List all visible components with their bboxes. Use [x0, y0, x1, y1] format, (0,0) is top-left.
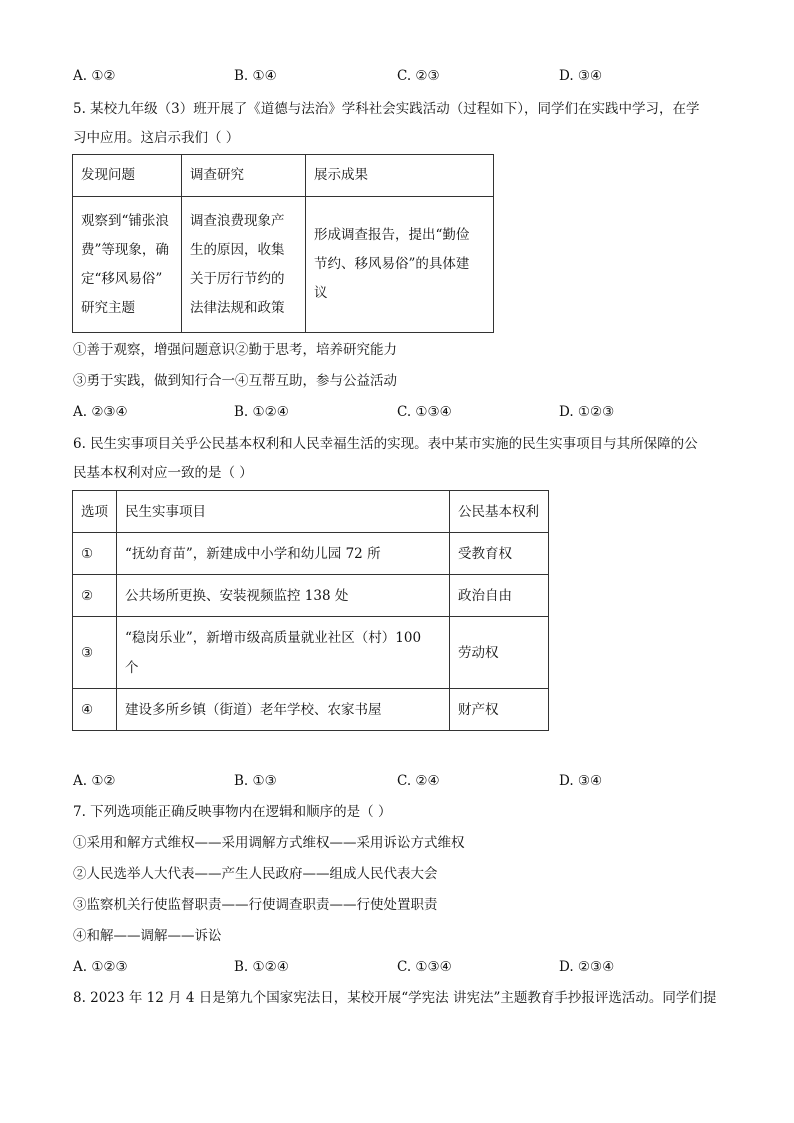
q7-stem: 7. 下列选项能正确反映事物内在逻辑和顺序的是（ ） — [73, 804, 392, 820]
q5-cell-line: 形成调查报告，提出“勤俭 — [314, 227, 470, 243]
q5-option-d[interactable]: D. ①②③ — [559, 404, 615, 420]
q5-statement-1: ①善于观察，增强问题意识②勤于思考，培养研究能力 — [73, 342, 397, 358]
q5-statement-2: ③勇于实践，做到知行合一④互帮互助，参与公益活动 — [73, 373, 397, 389]
q5-header-research: 调查研究 — [182, 155, 306, 197]
q5-stem-line2: 习中应用。这启示我们（ ） — [73, 130, 240, 146]
table-row — [73, 617, 549, 689]
q7-statement-2: ②人民选举人大代表——产生人民政府——组成人民代表大会 — [73, 866, 438, 882]
q6-row2-option: ② — [73, 575, 117, 617]
q5-table — [72, 154, 494, 333]
q5-cell-line: 生的原因，收集 — [190, 241, 285, 258]
q6-option-d[interactable]: D. ③④ — [559, 773, 603, 789]
q6-row1-right: 受教育权 — [450, 533, 549, 575]
q7-options — [73, 957, 723, 977]
q7-statement-1: ①采用和解方式维权——采用调解方式维权——采用诉讼方式维权 — [73, 835, 465, 851]
q7-option-d[interactable]: D. ②③④ — [559, 959, 615, 975]
q5-header-results: 展示成果 — [306, 155, 494, 197]
q5-table-header-row — [73, 155, 494, 197]
q5-cell-research — [182, 197, 306, 333]
q5-options — [73, 402, 723, 422]
q5-option-c[interactable]: C. ①③④ — [397, 404, 452, 420]
q6-option-b[interactable]: B. ①③ — [234, 773, 277, 789]
q5-cell-line: 议 — [314, 285, 328, 301]
table-row — [73, 689, 549, 731]
q6-options — [73, 771, 723, 791]
q6-table-header-row — [73, 491, 549, 533]
q6-table — [72, 490, 549, 731]
q6-stem-line1: 6. 民生实事项目关乎公民基本权利和人民幸福生活的实现。表中某市实施的民生实事项目与其所保障的公 — [73, 436, 698, 452]
q6-option-a[interactable]: A. ①② — [73, 773, 116, 789]
q6-row3-right: 劳动权 — [450, 617, 549, 689]
table-row — [73, 575, 549, 617]
q4-option-b[interactable]: B. ①④ — [234, 68, 277, 84]
q6-header-right: 公民基本权利 — [450, 491, 549, 533]
q7-statement-4: ④和解——调解——诉讼 — [73, 928, 222, 944]
q5-option-b[interactable]: B. ①②④ — [234, 404, 289, 420]
q5-option-a[interactable]: A. ②③④ — [73, 404, 128, 420]
q5-cell-line: 定“移风易俗” — [81, 270, 163, 287]
q7-statement-3: ③监察机关行使监督职责——行使调查职责——行使处置职责 — [73, 897, 438, 913]
q5-cell-line: 研究主题 — [81, 299, 135, 316]
q6-row3-project-line: “稳岗乐业”，新增市级高质量就业社区（村）100 — [125, 629, 422, 646]
q6-header-option: 选项 — [73, 491, 117, 533]
q5-cell-line: 节约、移风易俗”的具体建 — [314, 256, 470, 272]
q5-table-content-row — [73, 197, 494, 333]
q5-cell-results — [306, 197, 494, 333]
q6-row4-option: ④ — [73, 689, 117, 731]
q4-option-c[interactable]: C. ②③ — [397, 68, 440, 84]
q6-row2-right: 政治自由 — [450, 575, 549, 617]
q7-option-b[interactable]: B. ①②④ — [234, 959, 289, 975]
q5-cell-line: 调查浪费现象产 — [190, 212, 285, 229]
q7-option-c[interactable]: C. ①③④ — [397, 959, 452, 975]
q5-cell-line: 关于厉行节约的 — [190, 270, 285, 287]
q6-row4-project: 建设多所乡镇（街道）老年学校、农家书屋 — [117, 689, 450, 731]
q6-header-project: 民生实事项目 — [117, 491, 450, 533]
q6-row4-right: 财产权 — [450, 689, 549, 731]
q6-row1-project: “抚幼育苗”，新建成中小学和幼儿园 72 所 — [117, 533, 450, 575]
q5-cell-line: 法律法规和政策 — [190, 299, 285, 316]
q5-cell-find-problem — [73, 197, 182, 333]
q4-option-d[interactable]: D. ③④ — [559, 68, 603, 84]
q8-stem-line1: 8. 2023 年 12 月 4 日是第九个国家宪法日，某校开展“学宪法 讲宪法”主题教育手抄报评选活动。同学们提 — [73, 990, 717, 1006]
q6-stem-line2: 民基本权利对应一致的是（ ） — [73, 465, 253, 481]
q5-stem-line1: 5. 某校九年级（3）班开展了《道德与法治》学科社会实践活动（过程如下），同学们在实践中学习，在学 — [73, 101, 700, 117]
q6-row1-option: ① — [73, 533, 117, 575]
q5-cell-line: 观察到“铺张浪 — [81, 212, 169, 229]
q6-row3-project — [117, 617, 450, 689]
q5-cell-line: 费”等现象，确 — [81, 241, 169, 258]
q4-options — [73, 66, 723, 86]
q5-header-find-problem: 发现问题 — [73, 155, 182, 197]
q6-row3-project-line: 个 — [125, 659, 139, 676]
q6-row2-project: 公共场所更换、安装视频监控 138 处 — [117, 575, 450, 617]
q4-option-a[interactable]: A. ①② — [73, 68, 116, 84]
q7-option-a[interactable]: A. ①②③ — [73, 959, 128, 975]
q6-row3-option: ③ — [73, 617, 117, 689]
table-row — [73, 533, 549, 575]
q6-option-c[interactable]: C. ②④ — [397, 773, 440, 789]
